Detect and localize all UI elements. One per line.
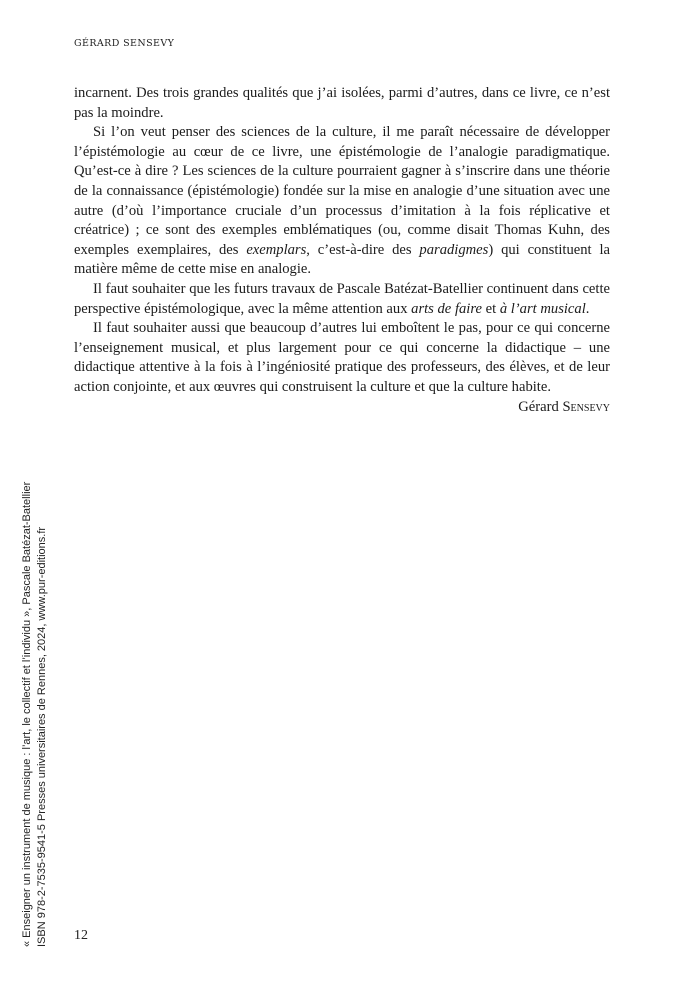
paragraph-2-text-a: Si l’on veut penser des sciences de la culture, il me paraît nécessaire de développer l’épistémologie au cœur de ce livre, une épistémologie de l’analogie paradigmatique. Qu’est-ce à dire ? Les sciences de la culture pourraient gagner à s’inscrire dans une théorie de la connaissance (épistémologie) fondée sur la mise en analogie d’une situation avec une autre (d’où l’importance cruciale d’un processus d’imitation à la fois réplicative et créatrice) ; ce sont des exemples emblématiques (ou, comme disait Thomas Kuhn, des exemples exemplaires, des xyxy=(74,124,610,258)
paragraph-2 xyxy=(74,123,610,280)
paragraph-2-text-c: , c’est-à-dire des xyxy=(306,241,420,258)
paragraph-3-text-e: . xyxy=(585,300,590,317)
body-text xyxy=(74,84,610,417)
side-credit-line-1: « Enseigner un instrument de musique : l’art, le collectif et l’individu », Pascale Batézat-Batellier xyxy=(21,481,33,947)
signature-first-name: Gérard xyxy=(518,398,563,415)
side-credit-line-2: ISBN 978-2-7535-9541-5 Presses universitaires de Rennes, 2024, www.pur-editions.fr xyxy=(36,526,48,947)
paragraph-3-text-a: Il faut souhaiter que les futurs travaux de Pascale Batézat-Batellier continuent dans cette perspective épistémologique, avec la même attention aux xyxy=(74,280,610,317)
paragraph-2-italic-paradigmes: paradigmes xyxy=(419,241,489,258)
paragraph-3-italic-art-musical: à l’art musical xyxy=(499,300,586,317)
paragraph-2-text-e: ) qui constituent la matière même de cette mise en analogie. xyxy=(74,241,611,278)
paragraph-3-italic-arts-de-faire: arts de faire xyxy=(411,300,482,317)
paragraph-4: Il faut souhaiter aussi que beaucoup d’autres lui emboîtent le pas, pour ce qui concerne l’enseignement musical, et plus largement pour ce qui concerne la didactique – une didactique attentive à la fois à l’ingéniosité pratique des professeurs, des élèves, et de leur action conjointe, et aux œuvres qui construisent la culture et que la culture habite. xyxy=(74,320,610,395)
paragraph-2-italic-exemplars: exemplars xyxy=(246,241,307,258)
paragraph-3-text-c: et xyxy=(481,300,500,317)
paragraph-3 xyxy=(74,280,610,319)
running-head: GÉRARD SENSEVY xyxy=(74,38,175,49)
signature-last-name: Sensevy xyxy=(562,398,610,415)
page-number: 12 xyxy=(74,928,88,943)
signature xyxy=(74,398,610,418)
side-credit xyxy=(20,482,50,947)
paragraph-1: incarnent. Des trois grandes qualités que j’ai isolées, parmi d’autres, dans ce livre, ce n’est pas la moindre. xyxy=(74,85,610,121)
